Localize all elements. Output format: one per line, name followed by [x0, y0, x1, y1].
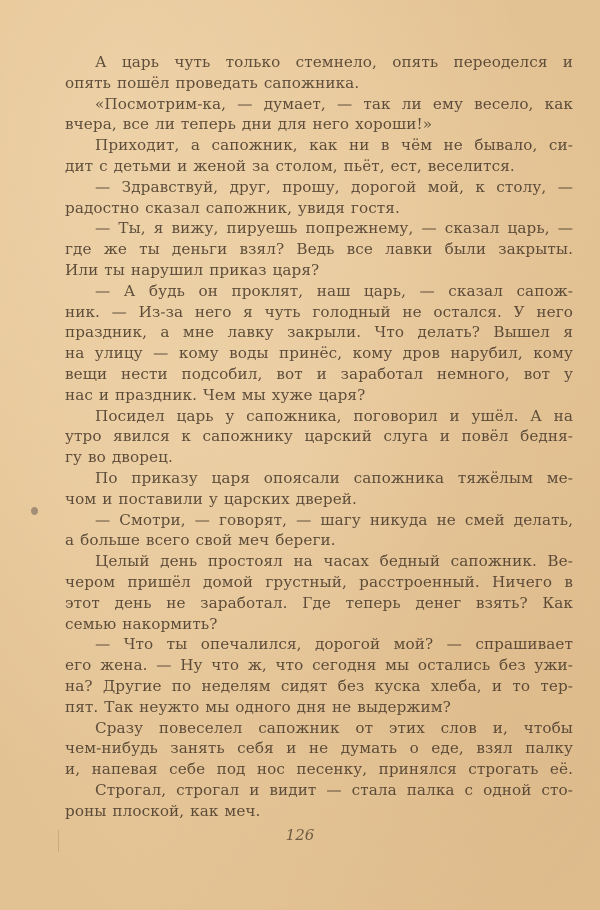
text-line: чером пришёл домой грустный, расстроенный. Ничего в: [65, 572, 573, 591]
text-line: где же ты деньги взял? Ведь все лавки были закрыты.: [65, 240, 573, 259]
text-line: ник. — Из-за него я чуть голодный не остался. У него: [65, 302, 573, 321]
text-line: семью накормить?: [65, 614, 218, 633]
text-line: чом и поставили у царских дверей.: [65, 489, 357, 508]
text-line: По приказу царя опоясали сапожника тяжёлым ме-: [95, 468, 573, 487]
text-line: его жена. — Ну что ж, что сегодня мы остались без ужи-: [65, 656, 573, 675]
page-body-text: [65, 52, 573, 821]
text-line: нас и праздник. Чем мы хуже царя?: [65, 385, 366, 404]
text-line: дит с детьми и женой за столом, пьёт, ест, веселится.: [65, 156, 515, 175]
text-line: радостно сказал сапожник, увидя гостя.: [65, 198, 400, 217]
text-line: Приходит, а сапожник, как ни в чём не бывало, си-: [95, 136, 573, 155]
text-line: — Здравствуй, друг, прошу, дорогой мой, к столу, —: [95, 177, 573, 196]
text-line: — Что ты опечалился, дорогой мой? — спрашивает: [95, 635, 573, 654]
text-line: утро явился к сапожнику царский слуга и повёл бедня-: [65, 427, 573, 446]
text-line: и, напевая себе под нос песенку, принялся строгать её.: [65, 760, 573, 779]
text-line: опять пошёл проведать сапожника.: [65, 73, 360, 92]
text-line: вчера, все ли теперь дни для него хороши!»: [65, 115, 433, 134]
text-line: Строгал, строгал и видит — стала палка с одной сто-: [95, 780, 573, 799]
text-line: Посидел царь у сапожника, поговорил и ушёл. А на: [95, 406, 573, 425]
text-line: праздник, а мне лавку закрыли. Что делать? Вышел я: [65, 323, 573, 342]
text-line: роны плоской, как меч.: [65, 801, 261, 820]
text-line: а больше всего свой меч береги.: [65, 531, 336, 550]
text-line: — Ты, я вижу, пируешь попрежнему, — сказал царь, —: [95, 219, 573, 238]
page-number: 126: [285, 826, 315, 844]
text-line: — А будь он проклят, наш царь, — сказал сапож-: [95, 281, 573, 300]
text-line: Целый день простоял на часах бедный сапожник. Ве-: [95, 552, 573, 571]
text-line: Или ты нарушил приказ царя?: [65, 260, 320, 279]
text-line: вещи нести подсобил, вот и заработал немного, вот у: [65, 364, 573, 383]
text-line: этот день не заработал. Где теперь денег взять? Как: [65, 593, 573, 612]
text-line: пят. Так неужто мы одного дня не выдержим?: [65, 697, 451, 716]
text-line: А царь чуть только стемнело, опять переоделся и: [95, 53, 573, 71]
text-line: Сразу повеселел сапожник от этих слов и, чтобы: [95, 718, 573, 737]
text-line: — Смотри, — говорят, — шагу никуда не смей делать,: [95, 510, 573, 529]
ink-speck: [31, 507, 38, 515]
text-line: «Посмотрим-ка, — думает, — так ли ему весело, как: [95, 94, 573, 113]
text-line: чем-нибудь занять себя и не думать о еде, взял палку: [65, 739, 573, 758]
text-line: на? Другие по неделям сидят без куска хлеба, и то тер-: [65, 676, 573, 695]
text-line: гу во дворец.: [65, 448, 173, 467]
text-line: на улицу — кому воды принёс, кому дров нарубил, кому: [65, 344, 573, 363]
